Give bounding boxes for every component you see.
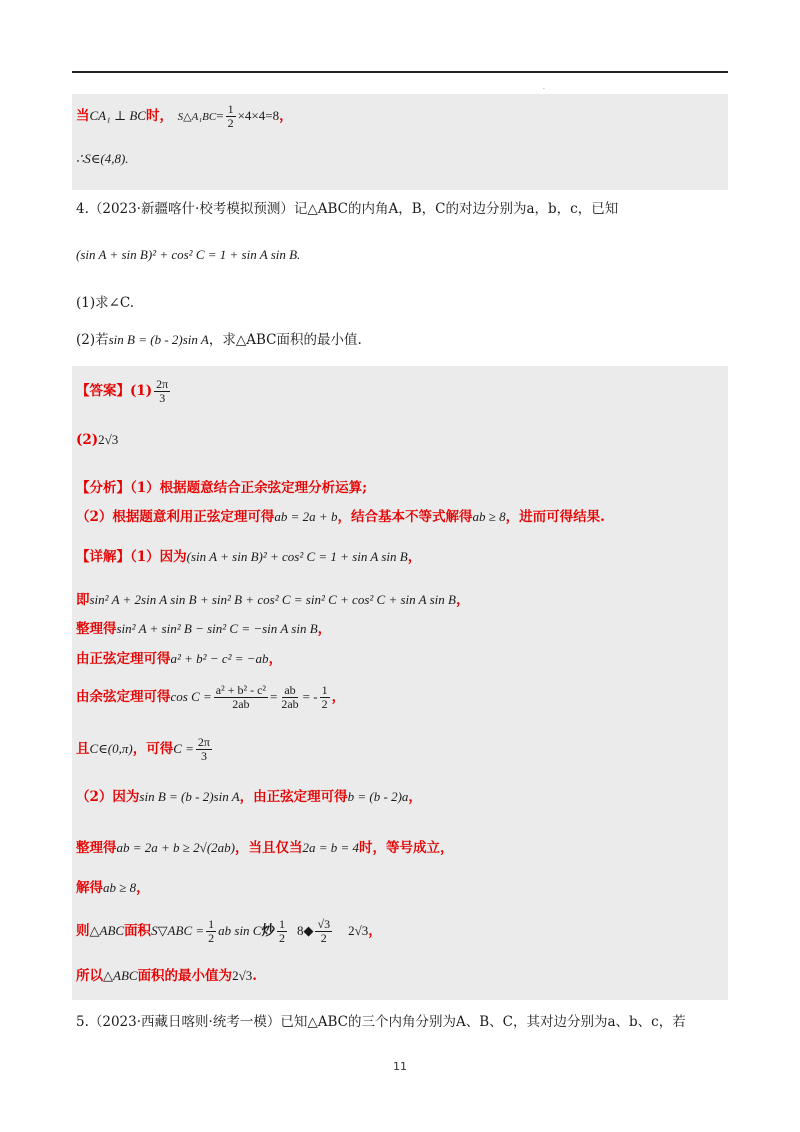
answer-line-1: 【答案】(1) $\frac{2\pi}{3}$ xyxy=(76,377,169,405)
analysis-line-1: 【分析】（1）根据题意结合正余弦定理分析运算; xyxy=(76,480,368,496)
header-mark: . xyxy=(543,84,545,91)
detail-line-10: 则△ABC面积S▽ABC = $\frac{1}{2}$ ab sin C炒 $\frac{1}{2}$ 8◆ $\frac{√3}{2}$ 2√3， xyxy=(76,917,382,945)
detail-line-9: 解得ab ≥ 8， xyxy=(76,880,150,896)
detail-line-6: 且C∈(0,π)，可得C = $\frac{2\pi}{3}$ xyxy=(76,735,210,763)
detail-line-5: 由余弦定理可得cos C = $\frac{\text{a² + b² - c²}}{2ab}$ = $\frac{ab}{2ab}$ = - $\frac{1}{2}$ ， xyxy=(76,683,346,711)
question-4-stem: 4.（2023·新疆喀什·校考模拟预测）记△ABC的内角A，B，C的对边分别为a，b，c，已知 xyxy=(76,201,619,217)
detail-line-2: 即sin² A + 2sin A sin B + sin² B + cos² C = sin² C + cos² C + sin A sin B， xyxy=(76,592,470,608)
detail-line-4: 由正弦定理可得a² + b² − c² = −ab， xyxy=(76,651,283,667)
detail-line-8: 整理得ab = 2a + b ≥ 2√(2ab)，当且仅当2a = b = 4时，等号成立， xyxy=(76,840,454,856)
detail-line-11: 所以△ABC面积的最小值为2√3. xyxy=(76,968,257,984)
detail-line-3: 整理得sin² A + sin² B − sin² C = −sin A sin B， xyxy=(76,621,332,637)
solution-box xyxy=(72,366,728,1000)
analysis-line-2: （2）根据题意利用正弦定理可得ab = 2a + b，结合基本不等式解得ab ≥ 8，进而可得结果. xyxy=(76,509,605,525)
question-4-part-2: (2)若sin B = (b - 2)sin A，求△ABC面积的最小值. xyxy=(76,332,362,348)
question-4-part-1: (1)求∠C. xyxy=(76,295,135,311)
detail-line-7: （2）因为sin B = (b - 2)sin A，由正弦定理可得b = (b - 2)a， xyxy=(76,789,422,805)
prev-solution-line-2: ∴S∈(4,8). xyxy=(76,151,129,166)
question-4-condition: (sin A + sin B)² + cos² C = 1 + sin A sin B. xyxy=(76,247,301,262)
detail-line-1: 【详解】（1）因为(sin A + sin B)² + cos² C = 1 + sin A sin B， xyxy=(76,549,422,565)
prev-solution-line-1: 当CA₁ ⊥ BC时， S△A₁BC= $\frac{1}{2}$ ×4×4=8， xyxy=(76,102,293,130)
answer-line-2: (2)2√3 xyxy=(76,432,119,448)
page-number: 11 xyxy=(393,1060,407,1073)
question-5-stem: 5.（2023·西藏日喀则·统考一模）已知△ABC的三个内角分别为A、B、C，其对边分别为a、b、c，若 xyxy=(76,1014,686,1030)
header-rule xyxy=(72,71,728,73)
